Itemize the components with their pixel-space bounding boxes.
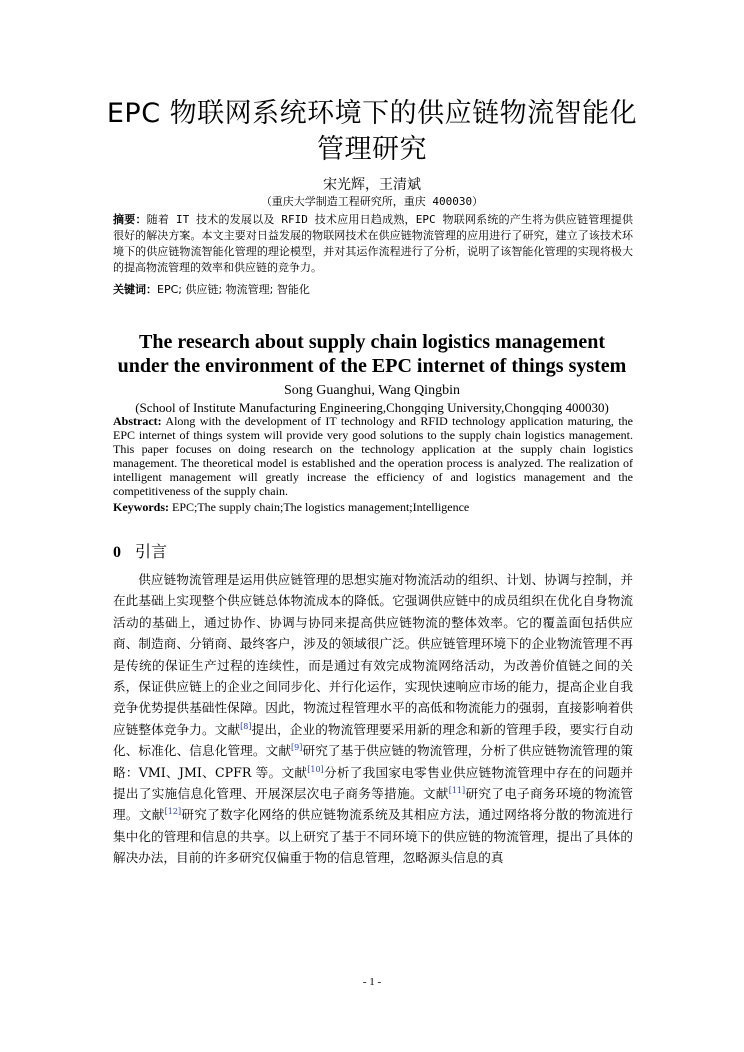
english-keywords-label: Keywords: <box>113 500 169 514</box>
chinese-abstract-text: 随着 IT 技术的发展以及 RFID 技术应用日趋成熟，EPC 物联网系统的产生将为供应链管理提供很好的解决方案。本文主要对日益发展的物联网技术在供应链物流管理的应用进行了研究，建立了该技术环境下的供应链物流智能化管理的理论模型，并对其运作流程进行了分析，说明了该智能化管理的实现将极大的提高物流管理的效率和供应链的竞争力。 <box>113 213 634 274</box>
citation-9[interactable]: [9] <box>291 743 303 753</box>
body-segment-5: 研究了电子商务环境的物流管理。文献 <box>113 786 634 823</box>
citation-12[interactable]: [12] <box>164 807 182 817</box>
body-paragraph <box>113 569 633 869</box>
english-authors: Song Guanghui, Wang Qingbin <box>284 383 460 398</box>
english-abstract <box>113 414 633 498</box>
body-text <box>113 569 633 869</box>
chinese-abstract-label: 摘要： <box>113 213 147 226</box>
body-segment-3: 研究了基于供应链的物流管理，分析了供应链物流管理的策略：VMI、JMI、CPFR 等。文献 <box>113 743 634 780</box>
chinese-title-line-2: 管理研究 <box>317 134 427 165</box>
chinese-abstract <box>113 212 633 276</box>
chinese-keywords-text: EPC; 供应链; 物流管理; 智能化 <box>157 283 310 296</box>
section-number: 0 <box>113 544 121 561</box>
section-heading <box>113 542 167 563</box>
english-title-line-1: The research about supply chain logistics management <box>139 331 605 353</box>
citation-8[interactable]: [8] <box>240 721 252 731</box>
section-title: 引言 <box>135 542 168 561</box>
english-title-line-2: under the environment of the EPC internet of things system <box>117 355 627 377</box>
english-keywords-text: EPC;The supply chain;The logistics management;Intelligence <box>169 500 470 514</box>
body-segment-4: 分析了我国家电零售业供应链物流管理中存在的问题并提出了实施信息化管理、开展深层次电子商务等措施。文献 <box>113 764 634 802</box>
page-number: - 1 - <box>362 976 382 988</box>
body-segment-2: 提出，企业的物流管理要采用新的理念和新的管理手段，要实行自动化、标准化、信息化管理。文献 <box>113 721 634 759</box>
chinese-title <box>60 96 684 168</box>
body-segment-6: 研究了数字化网络的供应链物流系统及其相应方法，通过网络将分散的物流进行集中化的管理和信息的共享。以上研究了基于不同环境下的供应链的物流管理，提出了具体的解决办法，目前的许多研究仅偏重于物的信息管理，忽略源头信息的真 <box>113 807 634 866</box>
chinese-keywords-label: 关键词： <box>113 283 157 296</box>
english-affiliation: (School of Institute Manufacturing Engineering,Chongqing University,Chongqing 400030) <box>135 400 609 415</box>
chinese-affiliation: （重庆大学制造工程研究所，重庆 400030） <box>260 195 484 208</box>
english-abstract-text: Along with the development of IT technology and RFID technology application maturing, the EPC internet of things system will provide very good solutions to the supply chain logistics management. This paper focuses on doing research on the technology application at the supply chain logistics management. The theoretical model is established and the operation process is analyzed. The realization of intelligent management will greatly increase the efficiency of and logistics management and the competitiveness of the supply chain. <box>113 414 633 498</box>
english-abstract-label: Abstract: <box>113 414 162 428</box>
english-title <box>60 330 684 378</box>
body-segment-1: 供应链物流管理是运用供应链管理的思想实施对物流活动的组织、计划、协调与控制，并在此基础上实现整个供应链总体物流成本的降低。它强调供应链中的成员组织在优化自身物流活动的基础上，通过协作、协调与协同来提高供应链物流的整体效率。它的覆盖面包括供应商、制造商、分销商、最终客户，涉及的领域很广泛。供应链管理环境下的企业物流管理不再是传统的保证生产过程的连续性，而是通过有效完成物流网络活动，为改善价值链之间的关系，保证供应链上的企业之间同步化、并行化运作，实现快速响应市场的能力，提高企业自我竞争优势提供基础性保障。因此，物流过程管理水平的高低和物流能力的强弱，直接影响着供应链整体竞争力。文献 <box>113 572 633 737</box>
citation-10[interactable]: [10] <box>307 764 324 774</box>
chinese-authors: 宋光辉，王清斌 <box>323 177 421 193</box>
chinese-keywords <box>113 282 633 298</box>
english-keywords <box>113 500 633 514</box>
chinese-title-line-1: EPC 物联网系统环境下的供应链物流智能化 <box>106 98 638 129</box>
citation-11[interactable]: [11] <box>448 785 466 795</box>
